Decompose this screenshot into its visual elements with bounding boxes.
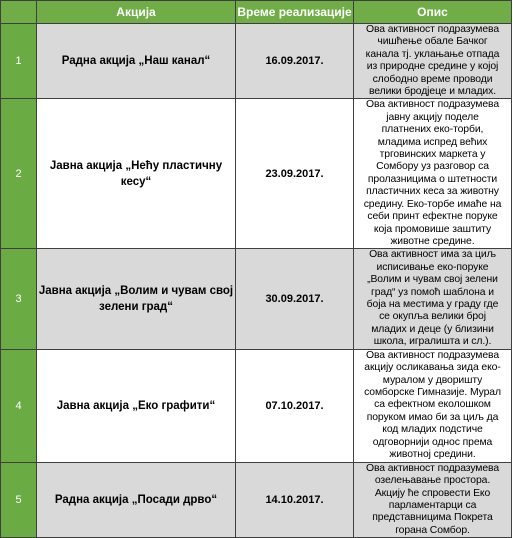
description-cell: [354, 99, 512, 249]
description-line: исписивање еко-поруке: [376, 261, 489, 273]
description-line: муралом у дворишту: [382, 374, 483, 386]
action-cell: Јавна акција „Волим и чувам свој зелени град“: [37, 249, 236, 349]
header-action: Акција: [37, 1, 236, 24]
description-line: Сомбору уз разговор са: [376, 161, 489, 173]
description-line: одговорнији однос према: [372, 436, 493, 448]
date-cell: 16.09.2017.: [236, 24, 354, 99]
table-row: [1, 249, 512, 349]
description-cell: [354, 249, 512, 349]
description-line: поруком имао би за циљ да: [366, 411, 499, 423]
description-cell: [354, 24, 512, 99]
action-cell: Јавна акција „Нећу пластичну кесу“: [37, 99, 236, 249]
description-line: канала тј. уклањање отпада: [365, 48, 500, 60]
description-line: слободно време проводи: [372, 73, 493, 85]
date-cell: 14.10.2017.: [236, 462, 354, 537]
description-line: парламентарци са: [388, 499, 477, 511]
description-line: пластичних кеса за животну: [366, 186, 499, 198]
table-row: [1, 99, 512, 249]
row-number: 3: [1, 249, 37, 349]
row-number: 1: [1, 24, 37, 99]
date-cell: 07.10.2017.: [236, 349, 354, 462]
description-line: Ова активност подразумева: [365, 349, 500, 361]
description-cell: [354, 462, 512, 537]
description-line: озелењавање простора.: [374, 475, 491, 487]
description-line: чишћење обале Бачког: [377, 36, 488, 48]
description-line: акцију осликавања зида еко-: [364, 362, 501, 374]
row-number: 2: [1, 99, 37, 249]
description-line: са ефектном еколошком: [374, 399, 491, 411]
description-line: која промовише заштиту: [373, 223, 492, 235]
table-row: [1, 24, 512, 99]
description-line: град“ уз помоћ шаблона и: [371, 286, 494, 298]
description-line: школа, игралишта и сл.).: [373, 336, 492, 348]
header-row: [1, 1, 512, 24]
description-line: пролазницима о штетности: [367, 173, 498, 185]
header-description: Опис: [354, 1, 512, 24]
header-time: Време реализације: [236, 1, 354, 24]
description-line: младих и деце (у близини: [371, 323, 494, 335]
date-cell: 30.09.2017.: [236, 249, 354, 349]
description-line: „Волим и чувам свој зелени: [367, 274, 498, 286]
date-cell: 23.09.2017.: [236, 99, 354, 249]
description-line: сомборске Гимназије. Мурал: [364, 386, 501, 398]
header-number: [1, 1, 37, 24]
description-line: животне средине.: [390, 235, 475, 247]
description-line: Ова активност има за циљ: [369, 249, 496, 261]
table-row: [1, 349, 512, 462]
description-line: јавну акцију поделе: [386, 111, 479, 123]
table-row: [1, 462, 512, 537]
description-line: боја на местима у граду где: [366, 299, 499, 311]
description-line: младима испред већих: [377, 136, 488, 148]
description-line: се окупља велики број: [379, 311, 486, 323]
row-number: 4: [1, 349, 37, 462]
table-body: [1, 24, 512, 538]
row-number: 5: [1, 462, 37, 537]
description-line: Ова активност подразумева: [365, 462, 500, 474]
description-line: из природне средине у којој: [366, 61, 499, 73]
description-line: средину. Еко-торбе имаће на: [363, 198, 502, 210]
description-line: представницима Покрета: [372, 512, 493, 524]
description-line: велики бродјеце и младих.: [369, 86, 496, 98]
description-line: Акцију ће спровести Еко: [374, 487, 491, 499]
description-line: Ова активност подразумева: [365, 24, 500, 35]
description-line: трговинских маркета у: [379, 149, 486, 161]
description-line: животној средини.: [389, 448, 476, 460]
description-line: платнених еко-торби,: [381, 124, 484, 136]
description-line: себи принт ефектне поруке: [367, 211, 498, 223]
action-cell: Радна акција „Посади дрво“: [37, 462, 236, 537]
description-line: код младих подстиче: [382, 424, 483, 436]
action-cell: Јавна акција „Еко графити“: [37, 349, 236, 462]
description-line: Ова активност подразумева: [365, 99, 500, 111]
description-cell: [354, 349, 512, 462]
action-cell: Радна акција „Наш канал“: [37, 24, 236, 99]
description-line: горана Сомбор.: [395, 524, 470, 536]
